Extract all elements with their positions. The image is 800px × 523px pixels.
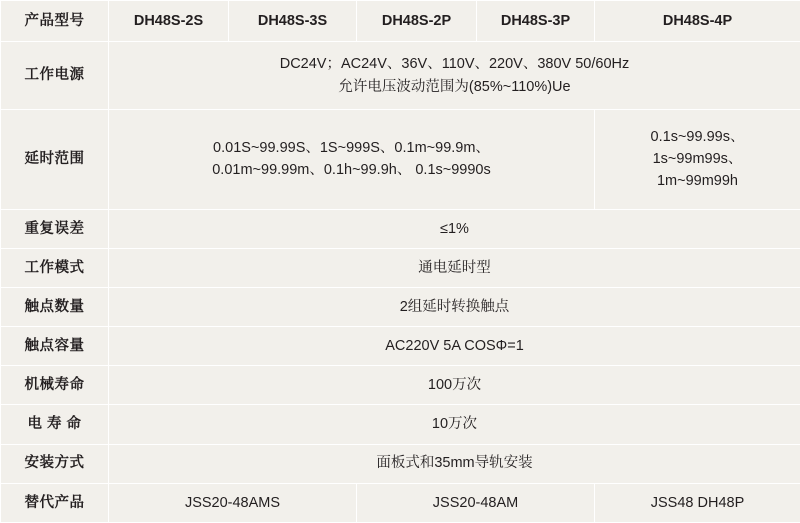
table-row-power [1, 42, 800, 109]
row-label-power: 工作电源 [1, 42, 109, 109]
row-label-mounting: 安装方式 [1, 444, 109, 483]
model-dh48s-3s: DH48S-3S [229, 1, 357, 42]
row-value-repeat-error: ≤1% [109, 209, 800, 248]
table-row-repeat-error [1, 209, 800, 248]
power-line-2: 允许电压波动范围为(85%~110%)Ue [338, 78, 571, 95]
row-value-contact-count: 2组延时转换触点 [109, 288, 800, 327]
row-label-work-mode: 工作模式 [1, 248, 109, 287]
table-row-model [1, 1, 800, 42]
row-label-replacement: 替代产品 [1, 483, 109, 522]
table-row-mechanical-life [1, 366, 800, 405]
row-label-contact-count: 触点数量 [1, 288, 109, 327]
row-value-mounting: 面板式和35mm导轨安装 [109, 444, 800, 483]
model-dh48s-2s: DH48S-2S [109, 1, 229, 42]
row-value-delay-range-right [595, 109, 800, 209]
delay-right-line-2: 1s~99m99s、 [652, 151, 743, 168]
table-row-work-mode [1, 248, 800, 287]
row-value-work-mode: 通电延时型 [109, 248, 800, 287]
row-value-mechanical-life: 100万次 [109, 366, 800, 405]
model-dh48s-4p: DH48S-4P [595, 1, 800, 42]
row-label-contact-capacity: 触点容量 [1, 327, 109, 366]
replacement-jss20-48am: JSS20-48AM [357, 483, 595, 522]
model-dh48s-3p: DH48S-3P [477, 1, 595, 42]
row-value-electrical-life: 10万次 [109, 405, 800, 444]
power-line-1: DC24V；AC24V、36V、110V、220V、380V 50/60Hz [279, 56, 630, 73]
row-label-electrical-life: 电 寿 命 [1, 405, 109, 444]
row-value-delay-range-left [109, 109, 595, 209]
delay-right-line-3: 1m~99m99h [656, 173, 738, 190]
row-label-delay-range: 延时范围 [1, 109, 109, 209]
row-value-contact-capacity: AC220V 5A COSΦ=1 [109, 327, 800, 366]
table-row-contact-capacity [1, 327, 800, 366]
table-row-mounting [1, 444, 800, 483]
delay-right-line-1: 0.1s~99.99s、 [650, 128, 745, 145]
delay-left-line-1: 0.01S~99.99S、1S~999S、0.1m~99.9m、 [213, 139, 490, 156]
table-row-contact-count [1, 288, 800, 327]
row-label-model: 产品型号 [1, 1, 109, 42]
replacement-jss48-dh48p: JSS48 DH48P [595, 483, 800, 522]
model-dh48s-2p: DH48S-2P [357, 1, 477, 42]
row-label-repeat-error: 重复误差 [1, 209, 109, 248]
table-row-replacement [1, 483, 800, 522]
row-value-power [109, 42, 800, 109]
row-label-mechanical-life: 机械寿命 [1, 366, 109, 405]
delay-left-line-2: 0.01m~99.99m、0.1h~99.9h、 0.1s~9990s [212, 162, 491, 179]
replacement-jss20-48ams: JSS20-48AMS [109, 483, 357, 522]
table-row-electrical-life [1, 405, 800, 444]
table-row-delay-range [1, 109, 800, 209]
